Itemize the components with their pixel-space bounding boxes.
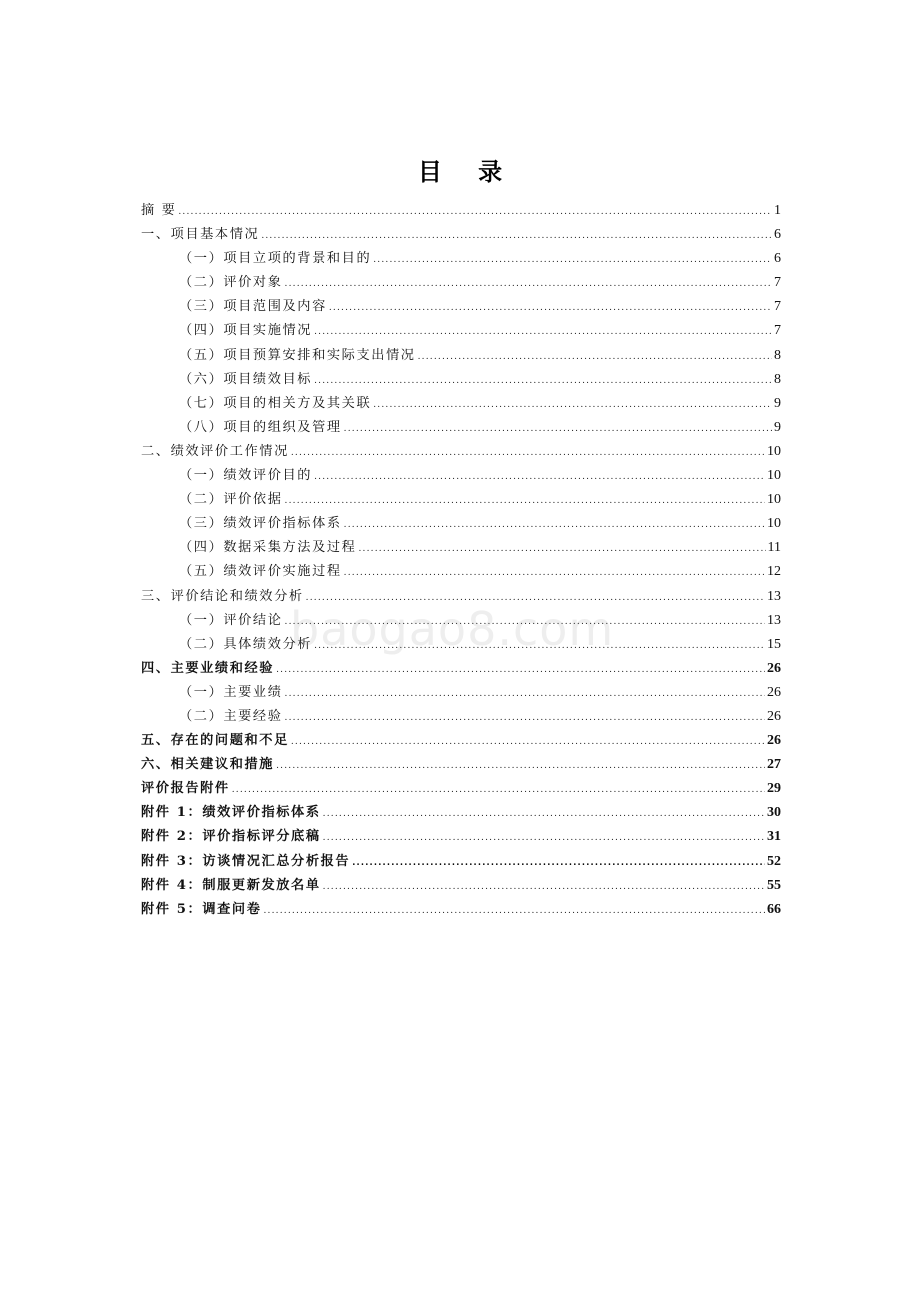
toc-entry[interactable] xyxy=(141,850,781,874)
toc-entry[interactable] xyxy=(141,705,781,729)
dot-leader xyxy=(306,586,765,610)
dot-leader xyxy=(344,513,765,537)
toc-entry-label: （四）项目实施情况 xyxy=(179,323,313,339)
toc-entry[interactable] xyxy=(141,729,781,753)
toc-entry-label: （一）评价结论 xyxy=(179,612,283,628)
toc-entry-label: 附件 4：制服更新发放名单 xyxy=(141,877,321,893)
toc-entry-page-number: 12 xyxy=(767,564,781,580)
toc-entry-label: 附件 3：访谈情况汇总分析报告 xyxy=(141,853,351,869)
dot-leader xyxy=(373,393,772,417)
toc-title: 目 录 xyxy=(417,158,517,186)
toc-entry-label: 一、项目基本情况 xyxy=(141,227,260,243)
toc-entry-label: （二）具体绩效分析 xyxy=(179,636,313,652)
toc-entry-page-number: 15 xyxy=(767,636,781,652)
dot-leader xyxy=(314,369,772,393)
toc-entry-page-number: 10 xyxy=(767,516,781,532)
toc-entry[interactable] xyxy=(141,560,781,584)
dot-leader xyxy=(314,465,765,489)
toc-entry[interactable] xyxy=(141,319,781,343)
toc-entry-page-number: 29 xyxy=(767,781,781,797)
toc-entry-label: （一）主要业绩 xyxy=(179,684,283,700)
toc-entry[interactable] xyxy=(141,874,781,898)
toc-entry-page-number: 26 xyxy=(767,733,781,749)
toc-entry-label: （六）项目绩效目标 xyxy=(179,371,313,387)
toc-entry[interactable] xyxy=(141,609,781,633)
toc-entry-label: 四、主要业绩和经验 xyxy=(141,660,275,676)
toc-entry-label: 六、相关建议和措施 xyxy=(141,757,275,773)
dot-leader xyxy=(323,875,765,899)
toc-entry-label: （七）项目的相关方及其关联 xyxy=(179,395,372,411)
toc-entry-label: （二）评价对象 xyxy=(179,275,283,291)
toc-entry-label: 评价报告附件 xyxy=(141,781,230,797)
toc-entry-page-number: 6 xyxy=(774,227,781,243)
toc-entry[interactable] xyxy=(141,512,781,536)
watermark: baogao8.com xyxy=(290,602,615,656)
toc-entry-label: （一）项目立项的背景和目的 xyxy=(179,251,372,267)
toc-entry-page-number: 1 xyxy=(774,203,781,218)
toc-entry-label: 五、存在的问题和不足 xyxy=(141,733,289,749)
toc-entry[interactable] xyxy=(141,199,781,223)
toc-entry-label: （二）评价依据 xyxy=(179,492,283,508)
toc-entry-page-number: 55 xyxy=(767,877,781,893)
toc-entry[interactable] xyxy=(141,801,781,825)
toc-entry[interactable] xyxy=(141,247,781,271)
toc-entry-page-number: 10 xyxy=(767,468,781,484)
toc-entry-page-number: 8 xyxy=(774,347,781,363)
toc-entry-page-number: 7 xyxy=(774,275,781,291)
toc-entry[interactable] xyxy=(141,368,781,392)
toc-entry-label: 三、评价结论和绩效分析 xyxy=(141,588,304,604)
toc-entry-page-number: 26 xyxy=(767,708,781,724)
toc-entry-page-number: 10 xyxy=(767,492,781,508)
toc-entry[interactable] xyxy=(141,777,781,801)
toc-entry-label: （八）项目的组织及管理 xyxy=(179,419,342,435)
dot-leader xyxy=(323,802,765,826)
toc-entry[interactable] xyxy=(141,223,781,247)
toc-entry[interactable] xyxy=(141,825,781,849)
toc-entry[interactable] xyxy=(141,440,781,464)
toc-entry[interactable] xyxy=(141,344,781,368)
toc-entry[interactable] xyxy=(141,392,781,416)
toc-entry[interactable] xyxy=(141,633,781,657)
toc-entry-label: （四）数据采集方法及过程 xyxy=(179,540,357,556)
dot-leader xyxy=(232,778,765,802)
toc-entry-page-number: 26 xyxy=(767,684,781,700)
toc-entry-page-number: 9 xyxy=(774,419,781,435)
dot-leader xyxy=(263,899,765,923)
dot-leader xyxy=(291,730,765,754)
toc-entry-page-number: 66 xyxy=(767,901,781,917)
dot-leader xyxy=(314,320,772,344)
toc-entry-label: 二、绩效评价工作情况 xyxy=(141,443,289,459)
toc-entry[interactable] xyxy=(141,681,781,705)
dot-leader xyxy=(285,272,772,296)
toc-entry-page-number: 31 xyxy=(767,829,781,845)
dot-leader xyxy=(285,682,765,706)
toc-entry[interactable] xyxy=(141,657,781,681)
toc-entry-page-number: 30 xyxy=(767,805,781,821)
dot-leader xyxy=(285,610,765,634)
dot-leader xyxy=(178,200,772,224)
dot-leader xyxy=(344,561,765,585)
toc-entry[interactable] xyxy=(141,536,781,560)
dot-leader xyxy=(276,658,765,682)
dot-leader xyxy=(344,417,772,441)
dot-leader xyxy=(373,248,772,272)
toc-entry-label: 附件 1：绩效评价指标体系 xyxy=(141,805,321,821)
toc-entry-page-number: 7 xyxy=(774,323,781,339)
toc-entry-page-number: 10 xyxy=(767,443,781,459)
dot-leader xyxy=(314,634,765,658)
dot-leader xyxy=(261,224,772,248)
toc-entry-page-number: 7 xyxy=(774,299,781,315)
dot-leader xyxy=(418,345,772,369)
dot-leader xyxy=(285,706,765,730)
dot-leader xyxy=(352,851,765,875)
toc-entry-page-number: 26 xyxy=(767,660,781,676)
dot-leader xyxy=(358,537,765,561)
toc-entry-page-number: 52 xyxy=(767,853,781,869)
toc-entry[interactable] xyxy=(141,488,781,512)
toc-entry[interactable] xyxy=(141,753,781,777)
toc-entry-page-number: 6 xyxy=(774,251,781,267)
toc-entry-label: （三）项目范围及内容 xyxy=(179,299,327,315)
toc-entry[interactable] xyxy=(141,295,781,319)
toc-entry-page-number: 11 xyxy=(767,540,781,556)
toc-entry-label: （五）绩效评价实施过程 xyxy=(179,564,342,580)
toc-entry[interactable] xyxy=(141,464,781,488)
dot-leader xyxy=(329,296,772,320)
toc-entry-label: 附件 5：调查问卷 xyxy=(141,901,262,917)
dot-leader xyxy=(285,489,765,513)
toc-entry-page-number: 27 xyxy=(767,757,781,773)
dot-leader xyxy=(323,826,765,850)
dot-leader xyxy=(276,754,765,778)
toc-entry-label: 摘 要 xyxy=(141,203,177,218)
toc-entry-label: 附件 2：评价指标评分底稿 xyxy=(141,829,321,845)
toc-entry[interactable] xyxy=(141,585,781,609)
toc-entry-label: （二）主要经验 xyxy=(179,708,283,724)
toc-entry-label: （三）绩效评价指标体系 xyxy=(179,516,342,532)
toc-entry[interactable] xyxy=(141,271,781,295)
toc-entry-page-number: 8 xyxy=(774,371,781,387)
toc-entry[interactable] xyxy=(141,416,781,440)
toc-entry-page-number: 13 xyxy=(767,612,781,628)
toc-entry-label: （五）项目预算安排和实际支出情况 xyxy=(179,347,416,363)
dot-leader xyxy=(291,441,765,465)
toc-entry[interactable] xyxy=(141,898,781,922)
toc-entry-page-number: 9 xyxy=(774,395,781,411)
toc-entry-page-number: 13 xyxy=(767,588,781,604)
table-of-contents xyxy=(141,199,781,922)
toc-entry-label: （一）绩效评价目的 xyxy=(179,468,313,484)
